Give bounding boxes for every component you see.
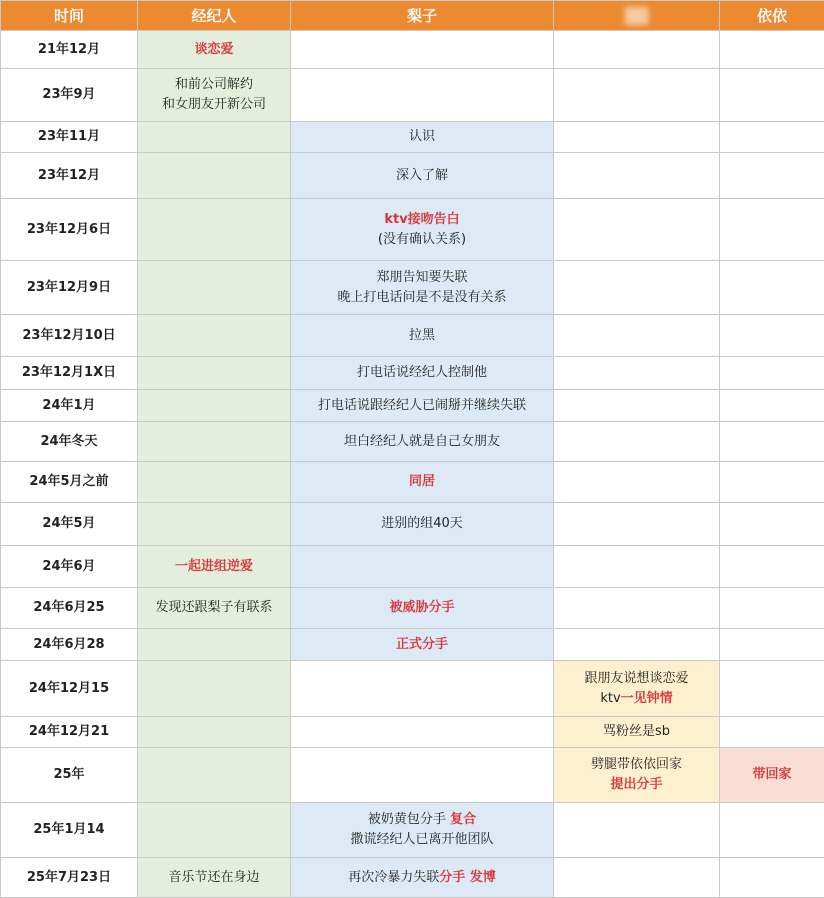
lizi-cell: 郑朋告知要失联 晚上打电话问是不是没有关系 — [291, 261, 554, 315]
yiyi-cell — [720, 803, 824, 858]
table-row — [1, 261, 824, 315]
header-blurred: ██ — [554, 1, 720, 31]
col4-cell — [554, 546, 720, 588]
agent-cell — [138, 261, 291, 315]
col4-cell — [554, 858, 720, 898]
table-row — [1, 588, 824, 629]
lizi-cell: 深入了解 — [291, 153, 554, 199]
yiyi-cell — [720, 858, 824, 898]
header-agent: 经纪人 — [138, 1, 291, 31]
table-row — [1, 31, 824, 69]
time-cell: 23年12月1X日 — [1, 357, 138, 390]
lizi-cell: 被威胁分手 — [291, 588, 554, 629]
col4-cell: 跟朋友说想谈恋爱 ktv一见钟情 — [554, 661, 720, 717]
time-cell: 24年6月 — [1, 546, 138, 588]
time-cell: 24年5月之前 — [1, 462, 138, 503]
lizi-cell: ktv接吻告白 (没有确认关系) — [291, 199, 554, 261]
table-row — [1, 69, 824, 122]
yiyi-cell — [720, 717, 824, 748]
agent-cell — [138, 422, 291, 462]
lizi-cell — [291, 717, 554, 748]
agent-cell: 和前公司解约 和女朋友开新公司 — [138, 69, 291, 122]
agent-cell: 发现还跟梨子有联系 — [138, 588, 291, 629]
agent-cell — [138, 748, 291, 803]
table-row — [1, 629, 824, 661]
agent-cell — [138, 122, 291, 153]
time-cell: 23年12月10日 — [1, 315, 138, 357]
col4-cell — [554, 199, 720, 261]
lizi-cell — [291, 748, 554, 803]
table-row — [1, 661, 824, 717]
time-cell: 23年12月 — [1, 153, 138, 199]
yiyi-cell — [720, 69, 824, 122]
agent-cell — [138, 717, 291, 748]
lizi-cell: 认识 — [291, 122, 554, 153]
table-row — [1, 153, 824, 199]
time-cell: 24年1月 — [1, 390, 138, 422]
table-row — [1, 803, 824, 858]
yiyi-cell — [720, 357, 824, 390]
time-cell: 25年 — [1, 748, 138, 803]
agent-cell — [138, 199, 291, 261]
lizi-cell — [291, 69, 554, 122]
lizi-cell: 再次冷暴力失联分手 发博 — [291, 858, 554, 898]
table-row — [1, 315, 824, 357]
agent-cell: 一起进组逆爱 — [138, 546, 291, 588]
lizi-cell: 打电话说跟经纪人已闹掰并继续失联 — [291, 390, 554, 422]
header-row — [1, 1, 824, 31]
yiyi-cell — [720, 462, 824, 503]
lizi-cell: 被奶黄包分手 复合 撒谎经纪人已离开他团队 — [291, 803, 554, 858]
agent-cell — [138, 661, 291, 717]
table-row — [1, 390, 824, 422]
time-cell: 24年6月25 — [1, 588, 138, 629]
header-yiyi: 依依 — [720, 1, 824, 31]
yiyi-cell — [720, 315, 824, 357]
yiyi-cell — [720, 122, 824, 153]
col4-cell — [554, 422, 720, 462]
yiyi-cell: 带回家 — [720, 748, 824, 803]
yiyi-cell — [720, 422, 824, 462]
lizi-cell: 拉黑 — [291, 315, 554, 357]
agent-cell — [138, 803, 291, 858]
col4-cell — [554, 588, 720, 629]
lizi-cell: 正式分手 — [291, 629, 554, 661]
table-row — [1, 546, 824, 588]
col4-cell — [554, 462, 720, 503]
yiyi-cell — [720, 199, 824, 261]
col4-cell — [554, 153, 720, 199]
col4-cell — [554, 315, 720, 357]
col4-cell — [554, 31, 720, 69]
col4-cell: 骂粉丝是sb — [554, 717, 720, 748]
yiyi-cell — [720, 661, 824, 717]
yiyi-cell — [720, 261, 824, 315]
lizi-cell — [291, 546, 554, 588]
yiyi-cell — [720, 546, 824, 588]
yiyi-cell — [720, 503, 824, 546]
time-cell: 23年11月 — [1, 122, 138, 153]
agent-cell — [138, 315, 291, 357]
time-cell: 25年7月23日 — [1, 858, 138, 898]
col4-cell — [554, 69, 720, 122]
agent-cell — [138, 462, 291, 503]
table-row — [1, 357, 824, 390]
time-cell: 24年冬天 — [1, 422, 138, 462]
col4-cell — [554, 390, 720, 422]
lizi-cell: 进别的组40天 — [291, 503, 554, 546]
col4-cell — [554, 261, 720, 315]
table-row — [1, 422, 824, 462]
table-row — [1, 199, 824, 261]
agent-cell — [138, 357, 291, 390]
lizi-cell — [291, 31, 554, 69]
yiyi-cell — [720, 629, 824, 661]
time-cell: 25年1月14 — [1, 803, 138, 858]
agent-cell: 音乐节还在身边 — [138, 858, 291, 898]
col4-cell — [554, 629, 720, 661]
table-row — [1, 122, 824, 153]
table-row — [1, 717, 824, 748]
lizi-cell: 同居 — [291, 462, 554, 503]
time-cell: 24年5月 — [1, 503, 138, 546]
table-row — [1, 748, 824, 803]
table-row — [1, 858, 824, 898]
time-cell: 23年9月 — [1, 69, 138, 122]
col4-cell — [554, 803, 720, 858]
col4-cell — [554, 357, 720, 390]
agent-cell: 谈恋爱 — [138, 31, 291, 69]
lizi-cell — [291, 661, 554, 717]
lizi-cell: 坦白经纪人就是自己女朋友 — [291, 422, 554, 462]
agent-cell — [138, 390, 291, 422]
table-row — [1, 462, 824, 503]
agent-cell — [138, 153, 291, 199]
time-cell: 24年12月21 — [1, 717, 138, 748]
header-time: 时间 — [1, 1, 138, 31]
yiyi-cell — [720, 588, 824, 629]
col4-cell — [554, 122, 720, 153]
yiyi-cell — [720, 390, 824, 422]
time-cell: 23年12月6日 — [1, 199, 138, 261]
time-cell: 23年12月9日 — [1, 261, 138, 315]
time-cell: 24年6月28 — [1, 629, 138, 661]
header-lizi: 梨子 — [291, 1, 554, 31]
agent-cell — [138, 629, 291, 661]
agent-cell — [138, 503, 291, 546]
time-cell: 24年12月15 — [1, 661, 138, 717]
lizi-cell: 打电话说经纪人控制他 — [291, 357, 554, 390]
table-row — [1, 503, 824, 546]
yiyi-cell — [720, 31, 824, 69]
col4-cell: 劈腿带依依回家 提出分手 — [554, 748, 720, 803]
time-cell: 21年12月 — [1, 31, 138, 69]
col4-cell — [554, 503, 720, 546]
yiyi-cell — [720, 153, 824, 199]
